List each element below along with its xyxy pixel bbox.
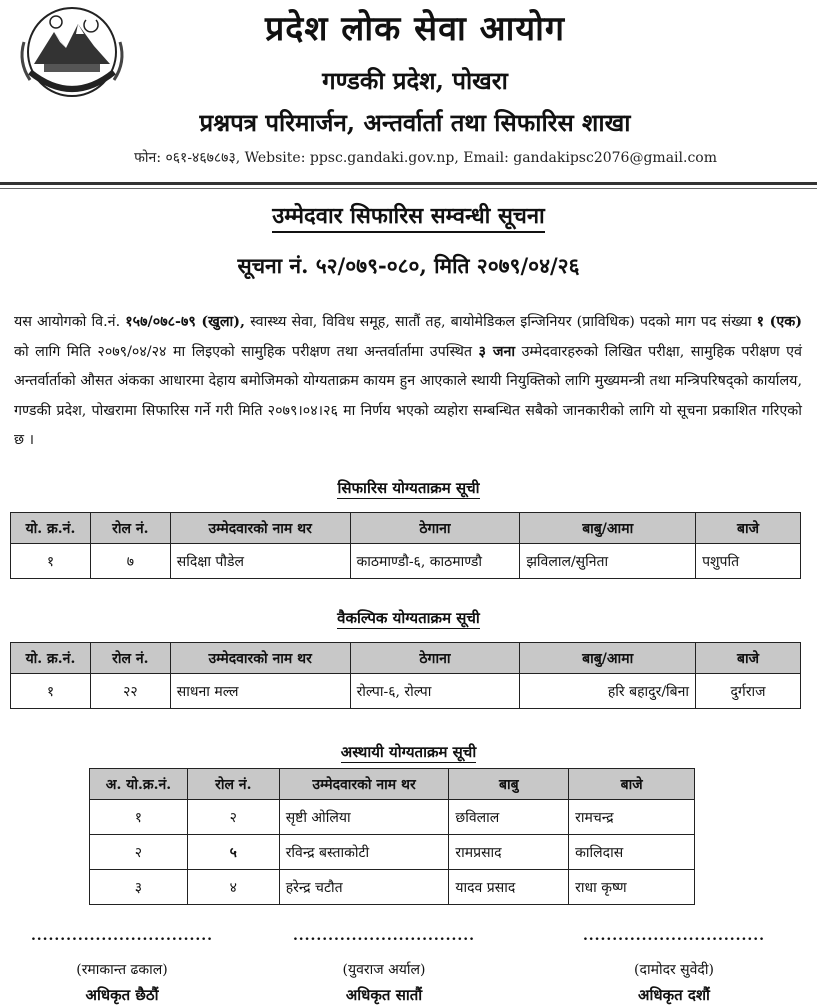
table-row	[11, 544, 801, 579]
column-header: रोल नं.	[90, 643, 170, 674]
branch-line: प्रश्नपत्र परिमार्जन, अन्तर्वार्ता तथा सिफारिस शाखा	[199, 108, 631, 137]
header-divider-thin	[0, 188, 817, 189]
contact-line: फोन: ०६१-४६७८७३, Website: ppsc.gandaki.gov.np, Email: gandakipsc2076@gmail.com	[134, 150, 717, 166]
table-cell: छविलाल	[449, 800, 569, 835]
table-cell: यादव प्रसाद	[449, 870, 569, 905]
table-row	[90, 800, 695, 835]
column-header: अ. यो.क्र.नं.	[90, 769, 188, 800]
signatory-name: (दामोदर सुवेदी)	[634, 962, 714, 978]
column-header: ठेगाना	[350, 513, 520, 544]
column-header: बाजे	[696, 643, 801, 674]
signatory-name: (युवराज अर्याल)	[342, 962, 426, 978]
table-cell: रोल्पा-६, रोल्पा	[350, 674, 520, 709]
column-header: यो. क्र.नं.	[11, 643, 91, 674]
column-header: उम्मेदवारको नाम थर	[170, 513, 350, 544]
column-header: उम्मेदवारको नाम थर	[170, 643, 350, 674]
column-header: रोल नं.	[187, 769, 279, 800]
province-line: गण्डकी प्रदेश, पोखरा	[322, 66, 508, 95]
table-cell: हरेन्द्र चटौत	[279, 870, 449, 905]
table-cell: पशुपति	[696, 544, 801, 579]
column-header: ठेगाना	[350, 643, 520, 674]
column-header: उम्मेदवारको नाम थर	[279, 769, 449, 800]
table-cell: रामचन्द्र	[569, 800, 695, 835]
table-cell: ५	[187, 835, 279, 870]
table-cell: रामप्रसाद	[449, 835, 569, 870]
table-cell: ७	[90, 544, 170, 579]
signatory-name: (रमाकान्त ढकाल)	[76, 962, 168, 978]
signature-line: ...............................	[292, 928, 476, 944]
government-emblem-icon	[14, 2, 130, 106]
header-divider	[0, 182, 817, 185]
table-cell: १	[90, 800, 188, 835]
temporary-table	[89, 768, 695, 905]
column-header: बाबु/आमा	[520, 513, 696, 544]
table-cell: राधा कृष्ण	[569, 870, 695, 905]
column-header: रोल नं.	[90, 513, 170, 544]
table-cell: सृष्टी ओलिया	[279, 800, 449, 835]
organization-title: प्रदेश लोक सेवा आयोग	[264, 9, 566, 49]
table-cell: २२	[90, 674, 170, 709]
signature-block	[574, 928, 774, 1005]
signatory-post: अधिकृत छैठौं	[85, 986, 159, 1004]
table-cell: १	[11, 544, 91, 579]
notice-body: यस आयोगको वि.नं. १५७/०७८-७९ (खुला), स्वास्थ्य सेवा, विविध समूह, सातौं तह, बायोमेडिकल इन्जिनियर (प्राविधिक) पदको माग पद संख्या १ (एक) को लागि मिति २०७९/०४/२४ मा लिइएको सामुहिक परीक्षण तथा अन्तर्वार्तामा उपस्थित ३ जना उम्मेदवारहरुको लिखित परीक्षा, सामुहिक परीक्षण एवं अन्तर्वार्ताको औसत अंकका आधारमा देहाय बमोजिमको योग्यताक्रम कायम हुन आएकाले स्थायी नियुक्तिको लागि मुख्यमन्त्री तथा मन्त्रिपरिषद्‌को कार्यालय, गण्डकी प्रदेश, पोखरामा सिफारिस गर्ने गरी मिति २०७९।०४।२६ मा निर्णय भएको व्यहोरा सम्बन्धित सबैको जानकारीको लागि यो सूचना प्रकाशित गरिएको छ ।	[14, 314, 803, 448]
table-header-row	[90, 769, 695, 800]
table-cell: काठमाण्डौ-६, काठमाण्डौ	[350, 544, 520, 579]
table-row	[90, 835, 695, 870]
table-cell: २	[187, 800, 279, 835]
letterhead	[0, 0, 817, 190]
column-header: बाबु	[449, 769, 569, 800]
notice-number-date: सूचना नं. ५२/०७९-०८०, मिति २०७९/०४/२६	[237, 253, 580, 278]
table-header-row	[11, 643, 801, 674]
table-cell: १	[11, 674, 91, 709]
table-cell: झविलाल/सुनिता	[520, 544, 696, 579]
temporary-list-title: अस्थायी योग्यताक्रम सूची	[340, 743, 477, 761]
signature-block	[22, 928, 222, 1005]
column-header: यो. क्र.नं.	[11, 513, 91, 544]
notice-title: उम्मेदवार सिफारिस सम्वन्धी सूचना	[0, 200, 817, 230]
alternate-list-title: वैकल्पिक योग्यताक्रम सूची	[337, 609, 480, 627]
table-cell: ३	[90, 870, 188, 905]
table-cell: ४	[187, 870, 279, 905]
signatory-post: अधिकृत दशौं	[638, 986, 710, 1004]
signature-line: ...............................	[30, 928, 214, 944]
recommended-table	[10, 512, 801, 579]
column-header: बाबु/आमा	[520, 643, 696, 674]
table-row	[11, 674, 801, 709]
table-cell: कालिदास	[569, 835, 695, 870]
table-cell: २	[90, 835, 188, 870]
table-cell: हरि बहादुर/बिना	[520, 674, 696, 709]
signature-block	[284, 928, 484, 1005]
alternate-table	[10, 642, 801, 709]
table-cell: सदिक्षा पौडेल	[170, 544, 350, 579]
table-row	[90, 870, 695, 905]
table-cell: साधना मल्ल	[170, 674, 350, 709]
recommended-list-title: सिफारिस योग्यताक्रम सूची	[337, 479, 480, 497]
table-cell: दुर्गराज	[696, 674, 801, 709]
column-header: बाजे	[696, 513, 801, 544]
signature-line: ...............................	[582, 928, 766, 944]
column-header: बाजे	[569, 769, 695, 800]
table-cell: रविन्द्र बस्ताकोटी	[279, 835, 449, 870]
signatory-post: अधिकृत सातौं	[345, 986, 423, 1004]
table-header-row	[11, 513, 801, 544]
